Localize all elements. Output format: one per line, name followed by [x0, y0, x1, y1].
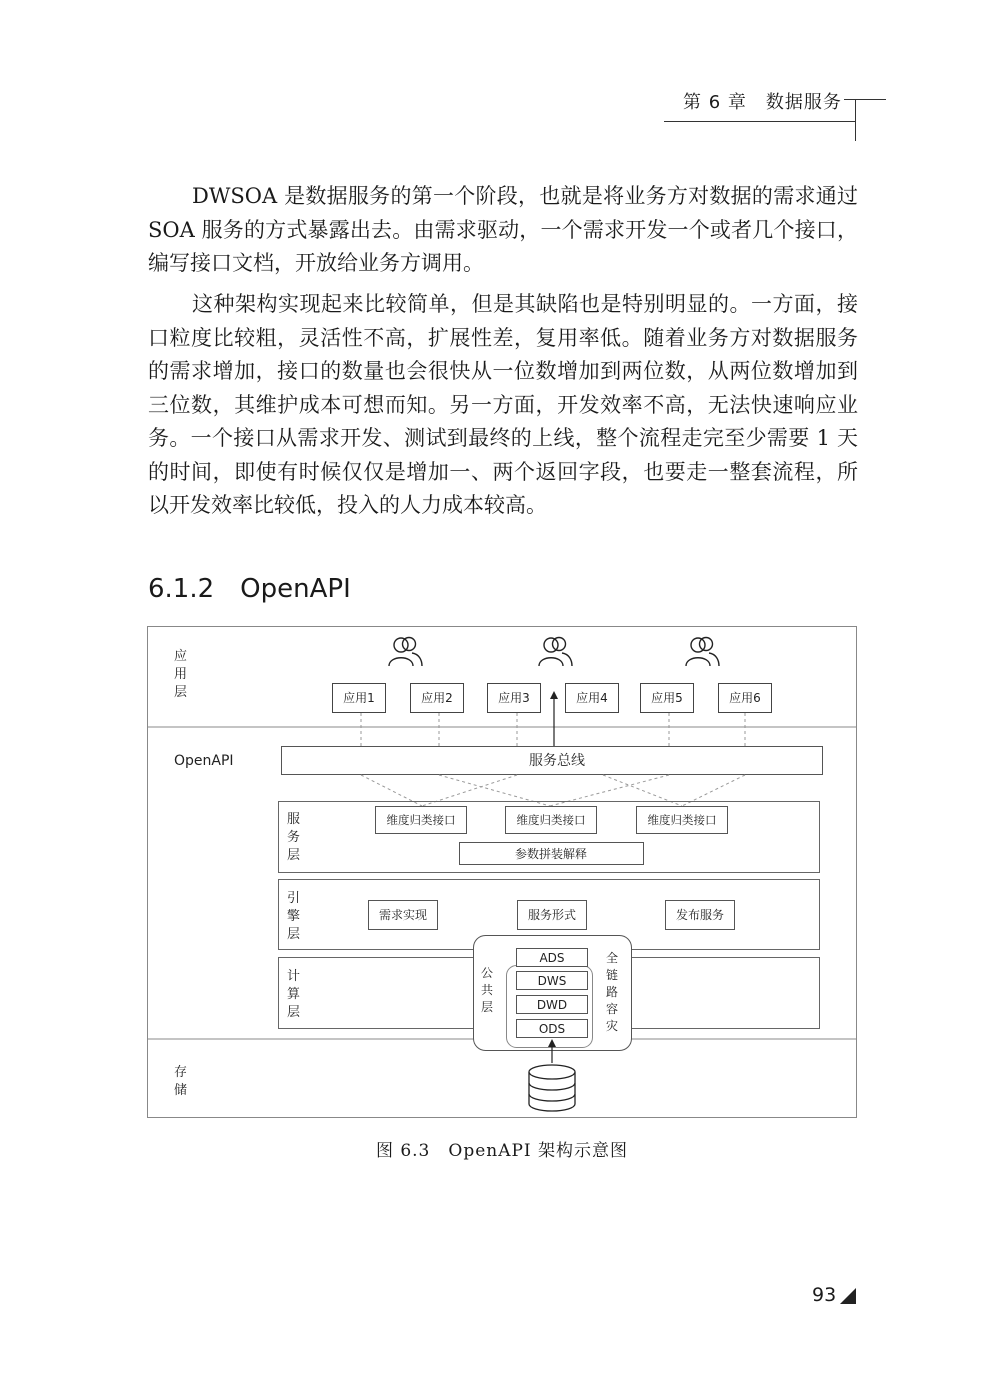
openapi-label: OpenAPI	[174, 753, 234, 769]
page-corner-triangle-icon	[840, 1288, 856, 1304]
storage-char-1: 存	[174, 1065, 188, 1080]
public-layer-label	[481, 966, 493, 1014]
service-layer-label	[287, 812, 300, 863]
interface-label-3: 维度归类接口	[647, 813, 717, 827]
database-icon	[529, 1065, 575, 1111]
users-icon-1	[389, 638, 422, 667]
engine-char-2: 擎	[287, 909, 301, 924]
disaster-char-4: 容	[605, 1002, 619, 1016]
page-number: 93	[812, 1284, 837, 1306]
interface-label-2: 维度归类接口	[516, 813, 586, 827]
storage-layer-label	[174, 1065, 187, 1098]
app-layer-char-2: 用	[174, 667, 188, 682]
app-label-4: 应用4	[576, 691, 608, 705]
body-paragraph-1: DWSOA 是数据服务的第一个阶段，也就是将业务方对数据的需求通过 SOA 服务的方式暴露出去。由需求驱动，一个需求开发一个或者几个接口，编写接口文档，开放给业务方调用。	[148, 184, 858, 275]
header-rule	[664, 121, 856, 122]
compute-layer-label	[287, 968, 300, 1020]
disaster-char-3: 路	[605, 985, 619, 999]
interface-label-1: 维度归类接口	[386, 813, 456, 827]
service-char-2: 务	[287, 830, 301, 845]
public-char-3: 层	[480, 1000, 494, 1014]
bus-up-arrowhead	[550, 691, 558, 699]
service-char-1: 服	[287, 812, 301, 827]
app-label-2: 应用2	[421, 691, 453, 705]
engine-items	[369, 901, 735, 930]
tier-label-dws: DWS	[537, 974, 567, 988]
users-icon	[389, 638, 719, 667]
app-label-6: 应用6	[729, 691, 761, 705]
architecture-diagram	[147, 626, 857, 1118]
body-paragraph-2: 这种架构实现起来比较简单，但是其缺陷也是特别明显的。一方面，接口粒度比较粗，灵活性不高，扩展性差，复用率低。随着业务方对数据服务的需求增加，接口的数量也会很快从一位数增加到两位数，从两位数增加到三位数，其维护成本可想而知。另一方面，开发效率不高，无法快速响应业务。一个接口从需求开发、测试到最终的上线，整个流程走完至少需要 1 天的时间，即使有时候仅仅是增加一、两个返回字段，也要走一整套流程，所以开发效率比较低，投入的人力成本较高。	[148, 292, 858, 517]
chapter-header: 第 6 章 数据服务	[683, 92, 842, 113]
tier-label-ods: ODS	[538, 1022, 566, 1036]
users-icon-2	[539, 638, 572, 667]
header-rule-vertical	[855, 99, 856, 141]
compute-char-1: 计	[287, 969, 301, 984]
engine-item-label-1: 需求实现	[378, 908, 428, 922]
disaster-recovery-label	[606, 950, 618, 1033]
storage-char-2: 储	[174, 1083, 188, 1098]
disaster-char-1: 全	[605, 951, 619, 965]
tier-label-dwd: DWD	[536, 998, 568, 1012]
public-char-1: 公	[480, 966, 494, 980]
param-assembly-label: 参数拼装解释	[514, 847, 588, 861]
compute-char-2: 算	[287, 987, 301, 1002]
app-label-3: 应用3	[498, 691, 530, 705]
section-heading	[148, 574, 351, 604]
section-number: 6.1.2	[148, 574, 215, 604]
service-bus-label: 服务总线	[529, 753, 585, 769]
dimension-interfaces	[376, 807, 728, 834]
section-title: OpenAPI	[240, 574, 351, 604]
engine-item-label-2: 服务形式	[527, 908, 577, 922]
app-connectors	[361, 713, 745, 746]
app-layer-char-1: 应	[174, 649, 188, 664]
public-char-2: 共	[480, 983, 494, 997]
app-layer-char-3: 层	[174, 685, 188, 700]
figure-caption: 图 6.3 OpenAPI 架构示意图	[375, 1141, 629, 1161]
app-label-1: 应用1	[343, 691, 375, 705]
engine-item-label-3: 发布服务	[675, 908, 725, 922]
header-rule-right	[844, 99, 886, 100]
engine-char-3: 层	[287, 927, 301, 942]
engine-char-1: 引	[287, 891, 301, 906]
tier-label-ads: ADS	[539, 951, 565, 965]
compute-char-3: 层	[287, 1005, 301, 1020]
disaster-char-2: 链	[605, 968, 619, 982]
engine-layer-label	[287, 890, 300, 942]
disaster-char-5: 灾	[605, 1019, 619, 1033]
service-char-3: 层	[287, 848, 301, 863]
app-layer-label	[174, 648, 187, 700]
app-label-5: 应用5	[651, 691, 683, 705]
users-icon-3	[686, 638, 719, 667]
